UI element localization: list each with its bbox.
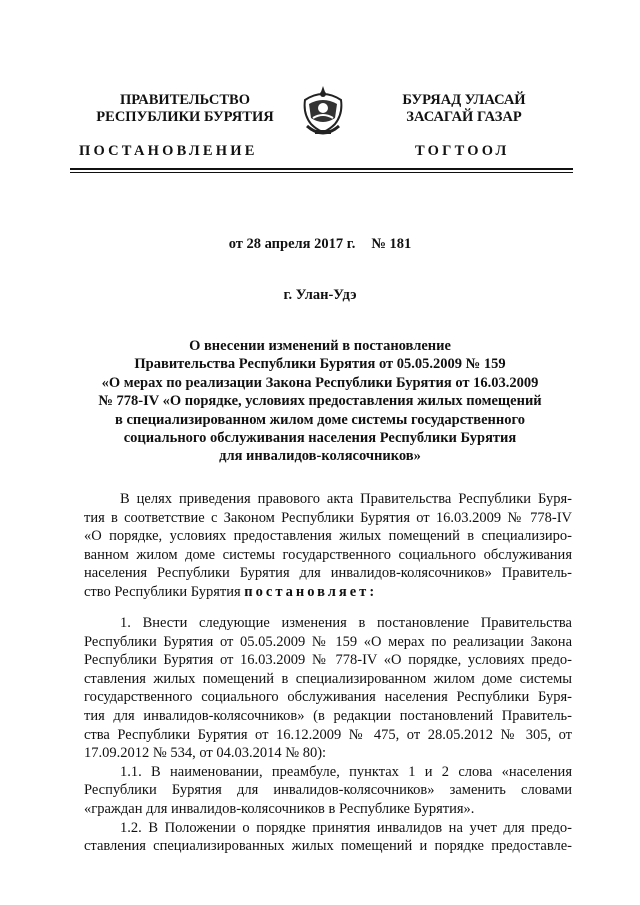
title-line: О внесении изменений в постановление xyxy=(189,338,451,354)
title-line: «О мерах по реализации Закона Республики Бурятия от 16.03.2009 xyxy=(101,374,539,391)
item-paragraphs xyxy=(84,614,572,856)
doc-type-ru: ПОСТАНОВЛЕНИЕ xyxy=(79,143,258,159)
preamble-last-text: ство Республики Бурятия xyxy=(84,583,241,600)
item-line: государственного социального обслуживания населения Республики Буря- xyxy=(84,689,572,706)
preamble-last-line xyxy=(84,583,572,602)
preamble-line: ванном жилом доме системы государственного социального обслуживания xyxy=(84,546,572,563)
item-line: «граждан для инвалидов-колясочников в Республике Бурятия». xyxy=(84,800,475,817)
header-divider-thick xyxy=(70,168,573,170)
item-line: ства Республики Бурятия от 16.12.2009 № 475, от 28.05.2012 № 305, от xyxy=(84,726,572,743)
government-name-ru-line1: ПРАВИТЕЛЬСТВО xyxy=(120,92,250,108)
preamble-line: В целях приведения правового акта Правительства Республики Буря- xyxy=(120,491,572,507)
doc-type-bua: ТОГТООЛ xyxy=(415,143,510,159)
item-line: 17.09.2012 № 534, от 04.03.2014 № 80): xyxy=(84,745,327,762)
decree-city: г. Улан-Удэ xyxy=(283,287,357,303)
government-name-bua xyxy=(384,92,544,126)
decree-date-number xyxy=(0,236,640,253)
government-name-ru xyxy=(92,92,278,126)
government-name-ru-line2: РЕСПУБЛИКИ БУРЯТИЯ xyxy=(96,109,274,125)
preamble-line: тия в соответствие с Законом Республики Бурятия от 16.03.2009 № 778-IV xyxy=(84,509,572,526)
decree-number: № 181 xyxy=(371,236,412,252)
title-line: для инвалидов-колясочников» xyxy=(219,448,421,465)
preamble-paragraph xyxy=(84,490,572,602)
item-line: 1.2. В Положении о порядке принятия инвалидов на учет для предо- xyxy=(120,819,572,836)
coat-of-arms-icon xyxy=(299,84,347,140)
title-line: социального обслуживания населения Республики Бурятия xyxy=(123,430,517,447)
decree-title xyxy=(80,337,560,466)
item-line: 1.1. В наименовании, преамбуле, пунктах 1 и 2 слова «населения xyxy=(120,763,572,780)
item-line: 1. Внести следующие изменения в постановление Правительства xyxy=(120,615,572,631)
government-name-bua-line2: ЗАСАГАЙ ГАЗАР xyxy=(406,109,522,125)
item-line: тия для инвалидов-колясочников» (в редакции постановлений Правитель- xyxy=(84,707,572,724)
title-line: № 778-IV «О порядке, условиях предоставления жилых помещений xyxy=(98,393,542,410)
item-line: ставления жилых помещений в специализированном жилом доме системы xyxy=(84,670,572,687)
item-line: Республики Бурятия от 05.05.2009 № 159 «О мерах по реализации Закона xyxy=(84,633,572,650)
preamble-line: населения Республики Бурятия для инвалидов-колясочников» Правитель- xyxy=(84,565,572,582)
preamble-line: «О порядке, условиях предоставления жилых помещений в специализиро- xyxy=(84,528,572,545)
preamble-colon: : xyxy=(369,583,375,600)
decree-date: от 28 апреля 2017 г. xyxy=(228,236,356,252)
item-line: ставления специализированных жилых помещений и порядке предоставле- xyxy=(84,838,572,855)
government-name-bua-line1: БУРЯАД УЛАСАЙ xyxy=(402,92,526,108)
title-line: Правительства Республики Бурятия от 05.05.2009 № 159 xyxy=(134,356,506,373)
title-line: в специализированном жилом доме системы государственного xyxy=(115,411,525,428)
item-line: Республики Бурятия для инвалидов-колясочников» заменить словами xyxy=(84,782,572,799)
header-divider-thin xyxy=(70,172,573,173)
item-line: Республики Бурятия от 16.03.2009 № 778-IV «О порядке, условиях предо- xyxy=(84,652,572,669)
preamble-keyword: постановляет xyxy=(244,583,370,600)
